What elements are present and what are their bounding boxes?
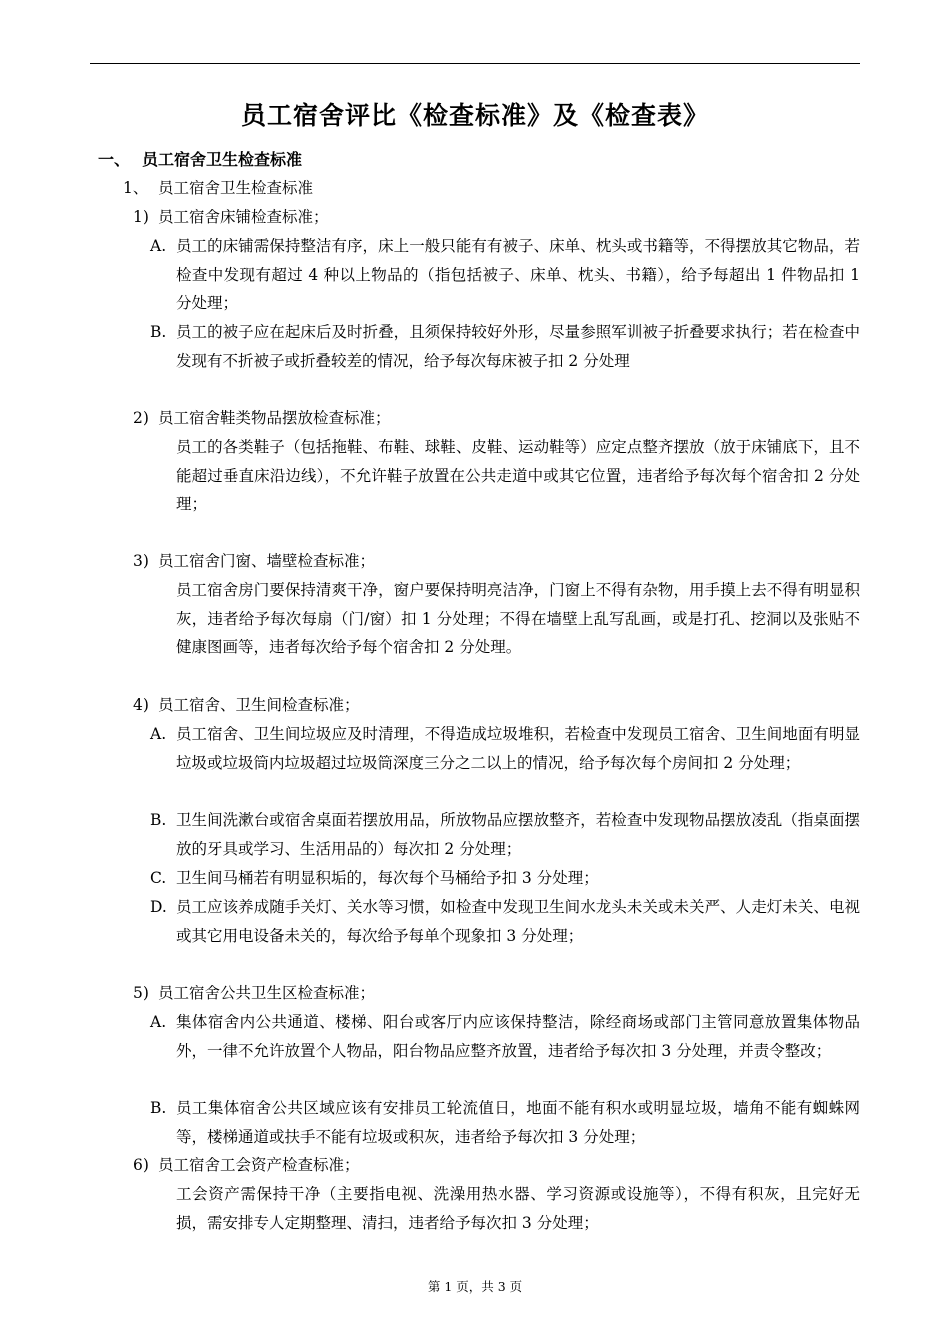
item-2-text: 员工的各类鞋子（包括拖鞋、布鞋、球鞋、皮鞋、运动鞋等）应定点整齐摆放（放于床铺底下，且不能超过垂直床沿边线），不允许鞋子放置在公共走道中或其它位置，违者给予每次每个宿舍扣 2 分处理； xyxy=(176,438,860,514)
item-6-title: 员工宿舍工会资产检查标准； xyxy=(158,1156,360,1174)
item-5-b-label: B. xyxy=(150,1099,167,1117)
item-5-title: 员工宿舍公共卫生区检查标准； xyxy=(158,984,376,1002)
item-6-number: 6) xyxy=(133,1156,149,1174)
item-3-number: 3) xyxy=(133,552,149,570)
section-1-title: 员工宿舍卫生检查标准 xyxy=(142,150,303,169)
item-1-number: 1) xyxy=(133,208,149,226)
item-2-number: 2) xyxy=(133,409,149,427)
item-3-title: 员工宿舍门窗、墙壁检查标准； xyxy=(158,552,376,570)
item-5-number: 5) xyxy=(133,984,149,1002)
item-4-c-label: C. xyxy=(150,869,167,887)
item-4-b-label: B. xyxy=(150,811,167,829)
header-rule xyxy=(90,63,860,64)
item-4-title: 员工宿舍、卫生间检查标准； xyxy=(158,696,360,714)
item-1-b-label: B. xyxy=(150,323,167,341)
item-4-b-text: 卫生间洗漱台或宿舍桌面若摆放用品，所放物品应摆放整齐，若检查中发现物品摆放凌乱（指桌面摆放的牙具或学习、生活用品的）每次扣 2 分处理； xyxy=(176,811,860,858)
item-4-a-text: 员工宿舍、卫生间垃圾应及时清理，不得造成垃圾堆积，若检查中发现员工宿舍、卫生间地面有明显垃圾或垃圾筒内垃圾超过垃圾筒深度三分之二以上的情况，给予每次每个房间扣 2 分处理； xyxy=(176,725,860,772)
item-4-d-text: 员工应该养成随手关灯、关水等习惯，如检查中发现卫生间水龙头未关或未关严、人走灯未关、电视或其它用电设备未关的，每次给予每单个现象扣 3 分处理； xyxy=(176,898,860,945)
subsection-1-number: 1、 xyxy=(123,179,149,197)
section-1-number: 一、 xyxy=(98,150,131,169)
item-1-title: 员工宿舍床铺检查标准； xyxy=(158,208,329,226)
item-4-c-text: 卫生间马桶若有明显积垢的，每次每个马桶给予扣 3 分处理； xyxy=(176,869,599,887)
item-5-a-label: A. xyxy=(150,1013,167,1031)
document-title: 员工宿舍评比《检查标准》及《检查表》 xyxy=(240,101,709,130)
page-footer: 第 1 页，共 3 页 xyxy=(427,1279,523,1294)
item-3-text: 员工宿舍房门要保持清爽干净，窗户要保持明亮洁净，门窗上不得有杂物，用手摸上去不得有明显积灰，违者给予每次每扇（门/窗）扣 1 分处理；不得在墙壁上乱写乱画，或是打孔、挖洞以及张贴不健康图画等，违者每次给予每个宿舍扣 2 分处理。 xyxy=(176,581,860,657)
item-4-d-label: D. xyxy=(150,898,167,916)
item-1-a-label: A. xyxy=(150,237,167,255)
item-1-a-text: 员工的床铺需保持整洁有序，床上一般只能有有被子、床单、枕头或书籍等，不得摆放其它物品，若检查中发现有超过 4 种以上物品的（指包括被子、床单、枕头、书籍），给予每超出 1 件物品扣 1 分处理； xyxy=(176,237,860,313)
item-1-b-text: 员工的被子应在起床后及时折叠，且须保持较好外形，尽量参照军训被子折叠要求执行；若在检查中发现有不折被子或折叠较差的情况，给予每次每床被子扣 2 分处理 xyxy=(176,323,860,370)
subsection-1-title: 员工宿舍卫生检查标准 xyxy=(158,179,314,197)
item-5-b-text: 员工集体宿舍公共区域应该有安排员工轮流值日，地面不能有积水或明显垃圾，墙角不能有蜘蛛网等，楼梯通道或扶手不能有垃圾或积灰，违者给予每次扣 3 分处理； xyxy=(176,1099,860,1146)
item-4-a-label: A. xyxy=(150,725,167,743)
item-6-text: 工会资产需保持干净（主要指电视、洗澡用热水器、学习资源或设施等），不得有积灰，且完好无损，需安排专人定期整理、清扫，违者给予每次扣 3 分处理； xyxy=(176,1185,860,1232)
item-4-number: 4) xyxy=(133,696,149,714)
item-2-title: 员工宿舍鞋类物品摆放检查标准； xyxy=(158,409,391,427)
item-5-a-text: 集体宿舍内公共通道、楼梯、阳台或客厅内应该保持整洁，除经商场或部门主管同意放置集体物品外，一律不允许放置个人物品，阳台物品应整齐放置，违者给予每次扣 3 分处理，并责令整改； xyxy=(176,1013,860,1060)
